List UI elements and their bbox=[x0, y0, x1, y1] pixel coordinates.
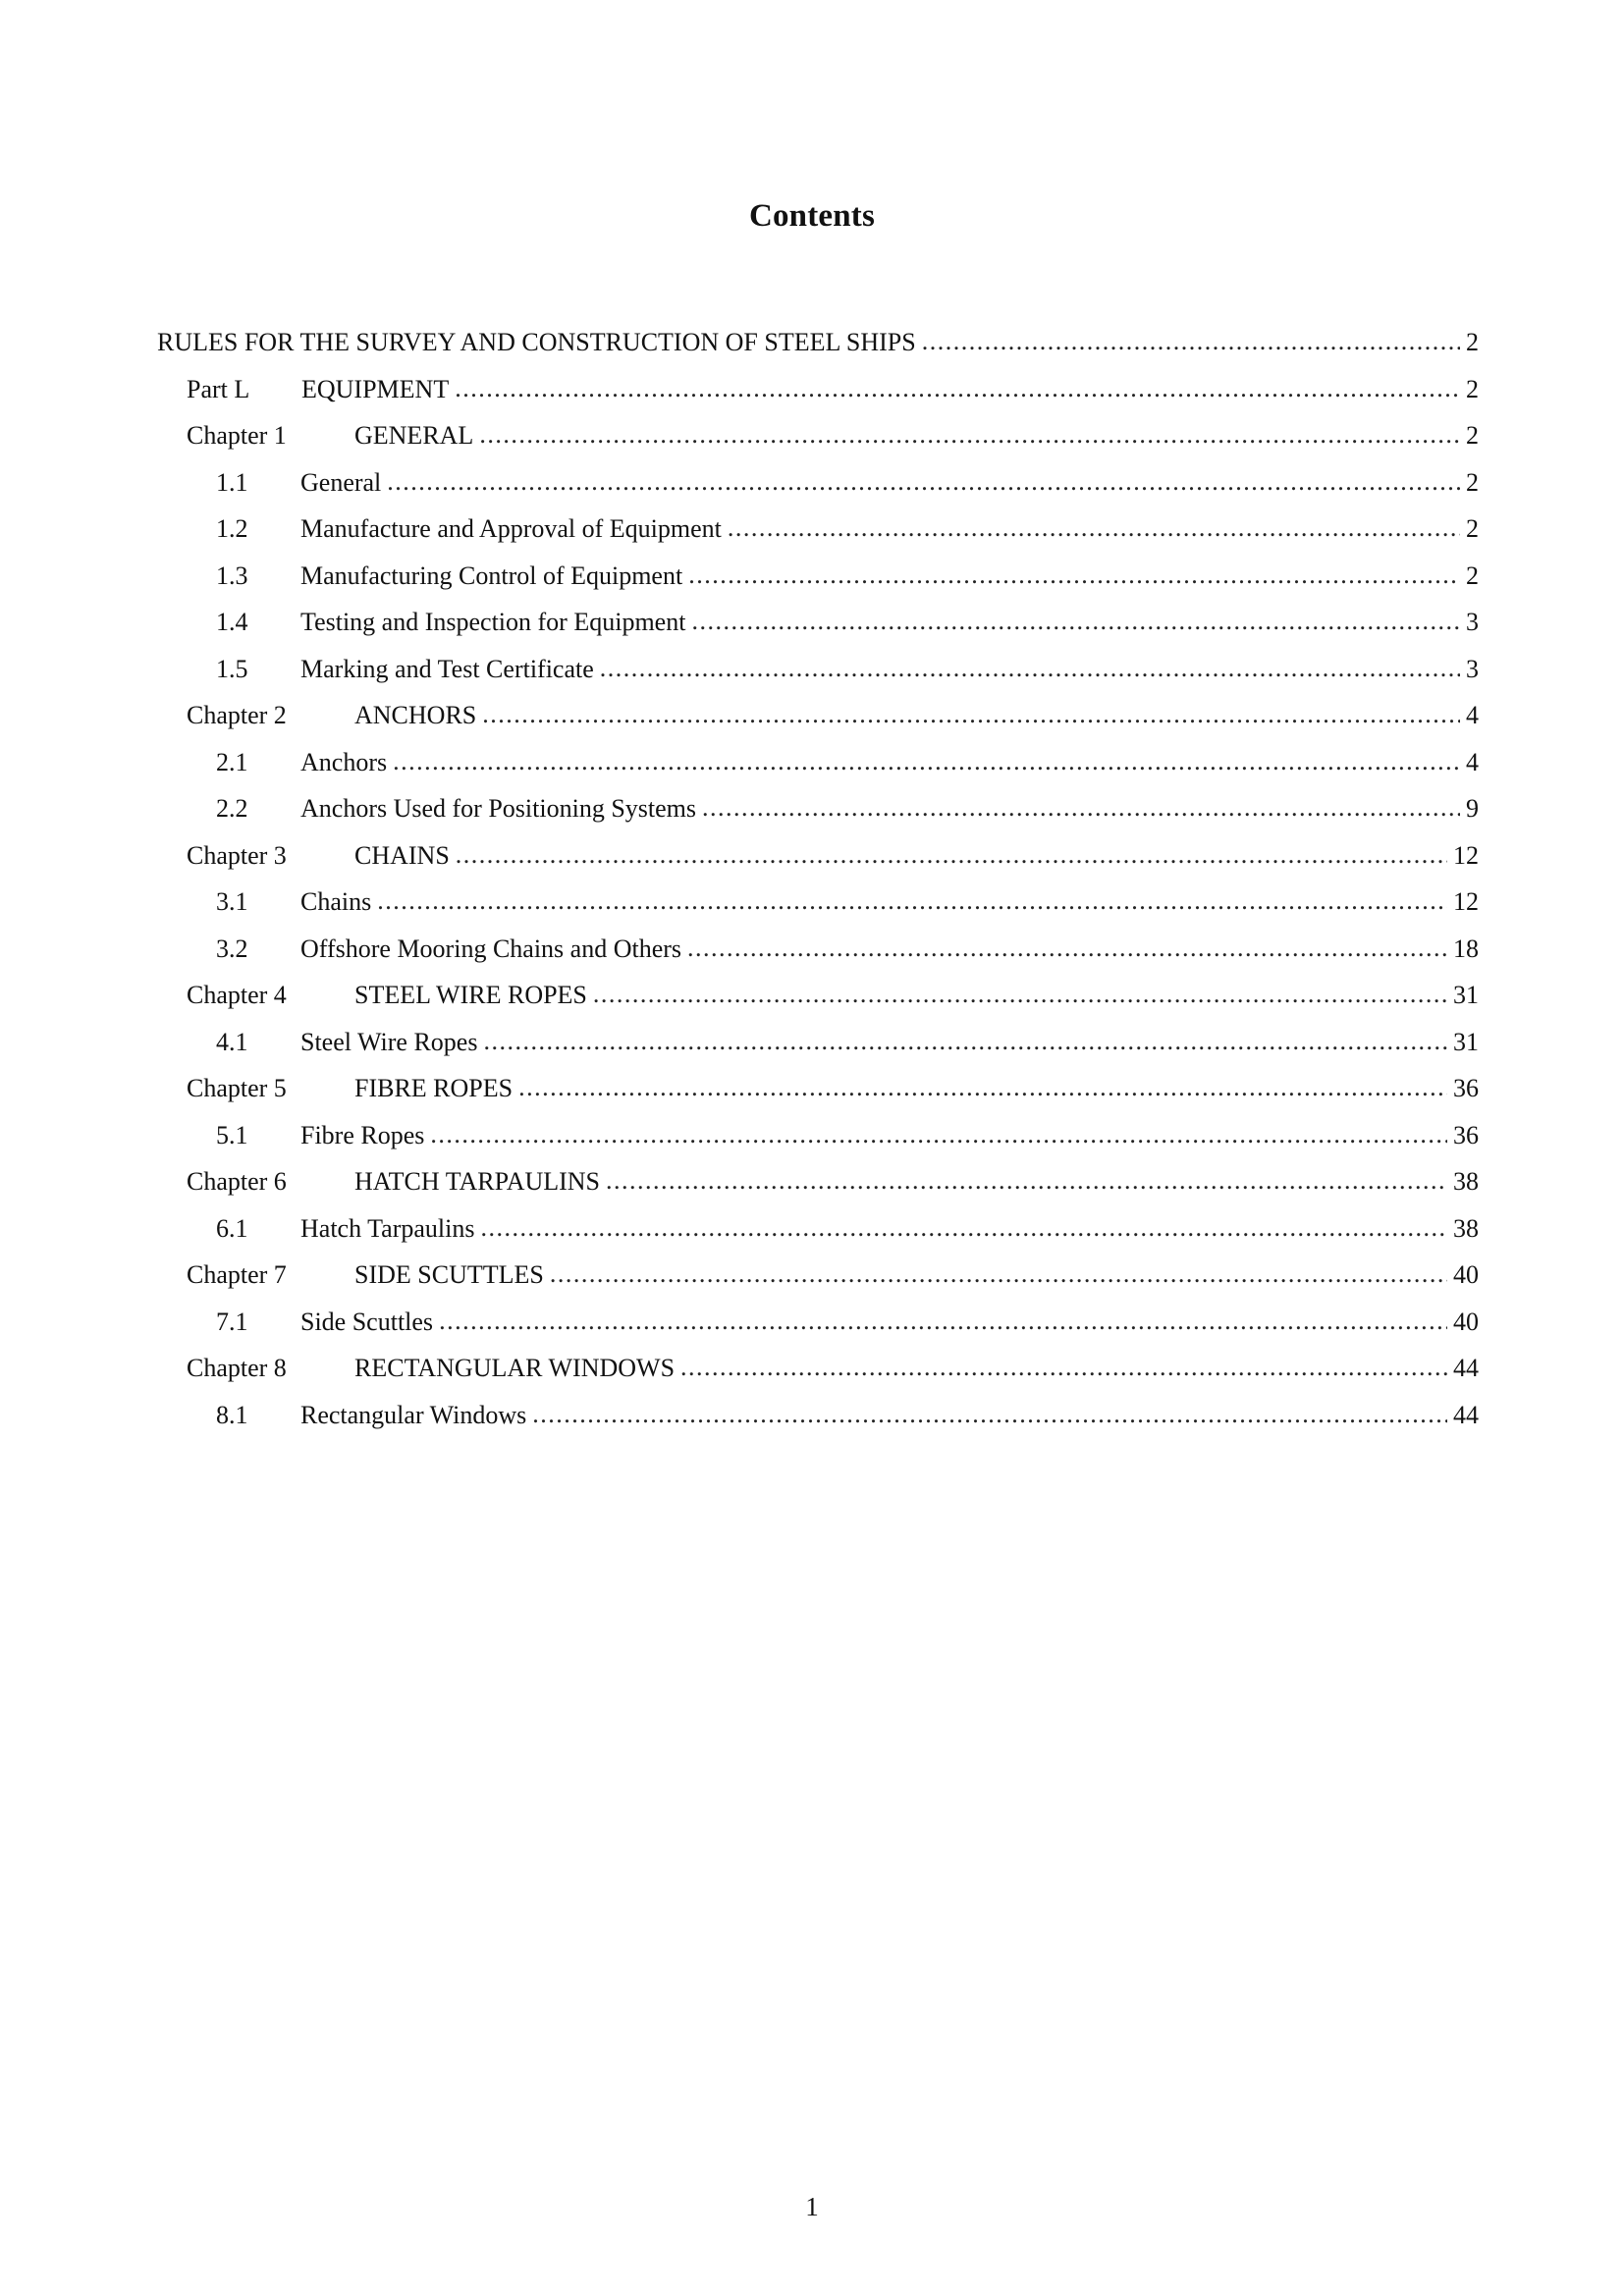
toc-entry-label: Offshore Mooring Chains and Others bbox=[300, 934, 682, 963]
toc-entry-page: 2 bbox=[1466, 514, 1479, 543]
dot-leader bbox=[550, 1251, 1447, 1298]
toc-entry-number: 1.1 bbox=[216, 467, 248, 497]
toc-entry-label: GENERAL bbox=[354, 421, 474, 450]
toc-entry-label: Manufacturing Control of Equipment bbox=[300, 561, 683, 590]
toc-entry[interactable] bbox=[157, 599, 1479, 646]
dot-leader bbox=[387, 458, 1460, 506]
toc-entry-label: ANCHORS bbox=[354, 701, 477, 729]
toc-entry-page: 36 bbox=[1453, 1120, 1479, 1149]
toc-entry-number: 1.3 bbox=[216, 561, 248, 590]
page-number: 1 bbox=[805, 2192, 819, 2221]
toc-entry[interactable] bbox=[157, 506, 1479, 553]
dot-leader bbox=[532, 1391, 1447, 1438]
dot-leader bbox=[728, 505, 1460, 552]
toc-entry-number: 6.1 bbox=[216, 1213, 248, 1243]
toc-entry[interactable] bbox=[157, 1345, 1479, 1392]
toc-entry-number: Chapter 6 bbox=[187, 1167, 287, 1196]
dot-leader bbox=[393, 738, 1460, 785]
toc-entry-number: 8.1 bbox=[216, 1400, 248, 1429]
dot-leader bbox=[439, 1298, 1447, 1345]
toc-entry-number: Chapter 7 bbox=[187, 1260, 287, 1289]
toc-entry-page: 3 bbox=[1466, 608, 1479, 636]
toc-entry[interactable] bbox=[157, 692, 1479, 739]
toc-entry[interactable] bbox=[157, 1205, 1479, 1253]
toc-entry-label: Testing and Inspection for Equipment bbox=[300, 608, 686, 636]
toc-entry-page: 2 bbox=[1466, 374, 1479, 403]
toc-entry-label: CHAINS bbox=[354, 840, 450, 870]
toc-entry-number: 7.1 bbox=[216, 1307, 248, 1336]
toc-entry[interactable] bbox=[157, 1112, 1479, 1159]
toc-entry-label: Fibre Ropes bbox=[300, 1120, 425, 1149]
toc-entry-label: Rectangular Windows bbox=[300, 1400, 527, 1429]
toc-entry-number: Chapter 8 bbox=[187, 1354, 287, 1382]
toc-entry-page: 38 bbox=[1453, 1213, 1479, 1243]
toc-entry-page: 9 bbox=[1466, 794, 1479, 823]
dot-leader bbox=[456, 831, 1447, 879]
toc-entry-label: Anchors bbox=[300, 747, 388, 776]
toc-entry[interactable] bbox=[157, 1252, 1479, 1299]
dot-leader bbox=[687, 925, 1447, 972]
toc-entry-label: SIDE SCUTTLES bbox=[354, 1260, 544, 1289]
dot-leader bbox=[430, 1111, 1447, 1158]
toc-entry-number: 1.2 bbox=[216, 514, 248, 543]
toc-entry-page: 3 bbox=[1466, 654, 1479, 683]
toc-entry-page: 2 bbox=[1466, 328, 1479, 356]
toc-entry[interactable] bbox=[157, 832, 1479, 880]
toc-entry[interactable] bbox=[157, 1065, 1479, 1112]
toc-entry-label: Anchors Used for Positioning Systems bbox=[300, 794, 696, 823]
toc-entry-page: 2 bbox=[1466, 467, 1479, 497]
dot-leader bbox=[377, 878, 1447, 925]
dot-leader bbox=[606, 1157, 1447, 1204]
toc-entry-number: 2.2 bbox=[216, 794, 248, 823]
toc-entry-label: Chains bbox=[300, 887, 372, 916]
toc-entry-number: 3.2 bbox=[216, 934, 248, 963]
toc-entry-number: 1.4 bbox=[216, 608, 248, 636]
toc-entry-number: Chapter 3 bbox=[187, 840, 287, 870]
toc-entry-page: 38 bbox=[1453, 1167, 1479, 1196]
toc-entry-number: 2.1 bbox=[216, 747, 248, 776]
dot-leader bbox=[518, 1064, 1447, 1111]
toc-entry-page: 44 bbox=[1453, 1354, 1479, 1382]
page-title: Contents bbox=[748, 198, 876, 234]
toc-entry[interactable] bbox=[157, 879, 1479, 926]
toc-entry-number: Chapter 4 bbox=[187, 981, 287, 1009]
toc-entry-page: 4 bbox=[1466, 747, 1479, 776]
toc-entry-label: General bbox=[300, 467, 382, 497]
dot-leader bbox=[455, 365, 1460, 412]
dot-leader bbox=[688, 552, 1460, 599]
toc-entry[interactable] bbox=[157, 1019, 1479, 1066]
toc-entry[interactable] bbox=[157, 1158, 1479, 1205]
dot-leader bbox=[482, 691, 1460, 738]
dot-leader bbox=[680, 1344, 1447, 1391]
toc-entry[interactable] bbox=[157, 646, 1479, 693]
toc-entry-page: 44 bbox=[1453, 1400, 1479, 1429]
toc-entry-page: 40 bbox=[1453, 1260, 1479, 1289]
toc-entry[interactable] bbox=[157, 926, 1479, 973]
dot-leader bbox=[479, 411, 1460, 458]
toc-entry-label: FIBRE ROPES bbox=[354, 1074, 514, 1102]
dot-leader bbox=[922, 318, 1460, 365]
toc-entry[interactable] bbox=[157, 785, 1479, 832]
toc-entry-page: 36 bbox=[1453, 1074, 1479, 1102]
toc-entry-label: Side Scuttles bbox=[300, 1307, 434, 1336]
toc-entry-label: Marking and Test Certificate bbox=[300, 654, 594, 683]
toc-entry-number: 3.1 bbox=[216, 887, 248, 916]
toc-entry[interactable] bbox=[157, 366, 1479, 413]
toc-entry-page: 31 bbox=[1453, 1027, 1479, 1056]
toc-entry-number: Chapter 5 bbox=[187, 1074, 287, 1102]
dot-leader bbox=[691, 598, 1460, 645]
toc-entry-label: RECTANGULAR WINDOWS bbox=[354, 1354, 676, 1382]
toc-entry-page: 4 bbox=[1466, 701, 1479, 729]
toc-entry-page: 2 bbox=[1466, 561, 1479, 590]
toc-entry-number: Chapter 2 bbox=[187, 701, 287, 729]
dot-leader bbox=[593, 971, 1447, 1018]
toc-entry-number: 1.5 bbox=[216, 654, 248, 683]
toc-entry[interactable] bbox=[157, 1299, 1479, 1346]
toc-entry[interactable] bbox=[157, 459, 1479, 507]
toc-entry-number: Chapter 1 bbox=[187, 421, 287, 450]
toc-entry-page: 2 bbox=[1466, 421, 1479, 450]
toc-entry-label: Steel Wire Ropes bbox=[300, 1027, 478, 1056]
toc-entry-label: EQUIPMENT bbox=[301, 374, 450, 403]
toc-entry-number: Part L bbox=[187, 374, 250, 403]
toc-entry-label: STEEL WIRE ROPES bbox=[354, 981, 587, 1009]
toc-entry-page: 31 bbox=[1453, 981, 1479, 1009]
toc-entry-number: 4.1 bbox=[216, 1027, 248, 1056]
toc-entry-page: 12 bbox=[1453, 887, 1479, 916]
toc-entry[interactable] bbox=[157, 972, 1479, 1019]
toc-entry-page: 12 bbox=[1453, 840, 1479, 870]
toc-entry[interactable] bbox=[157, 412, 1479, 459]
table-of-contents bbox=[157, 319, 1479, 1438]
toc-entry-number: 5.1 bbox=[216, 1120, 248, 1149]
dot-leader bbox=[483, 1018, 1447, 1065]
toc-entry[interactable] bbox=[157, 1392, 1479, 1439]
dot-leader bbox=[600, 645, 1460, 692]
toc-entry[interactable] bbox=[157, 739, 1479, 786]
toc-entry-label: Manufacture and Approval of Equipment bbox=[300, 514, 722, 543]
toc-entry[interactable] bbox=[157, 553, 1479, 600]
dot-leader bbox=[480, 1204, 1447, 1252]
dot-leader bbox=[702, 784, 1460, 831]
toc-entry[interactable] bbox=[157, 319, 1479, 366]
toc-entry-page: 18 bbox=[1453, 934, 1479, 963]
toc-entry-label: HATCH TARPAULINS bbox=[354, 1167, 601, 1196]
toc-entry-label: RULES FOR THE SURVEY AND CONSTRUCTION OF STEEL SHIPS bbox=[157, 328, 916, 356]
toc-entry-label: Hatch Tarpaulins bbox=[300, 1213, 475, 1243]
toc-entry-page: 40 bbox=[1453, 1307, 1479, 1336]
